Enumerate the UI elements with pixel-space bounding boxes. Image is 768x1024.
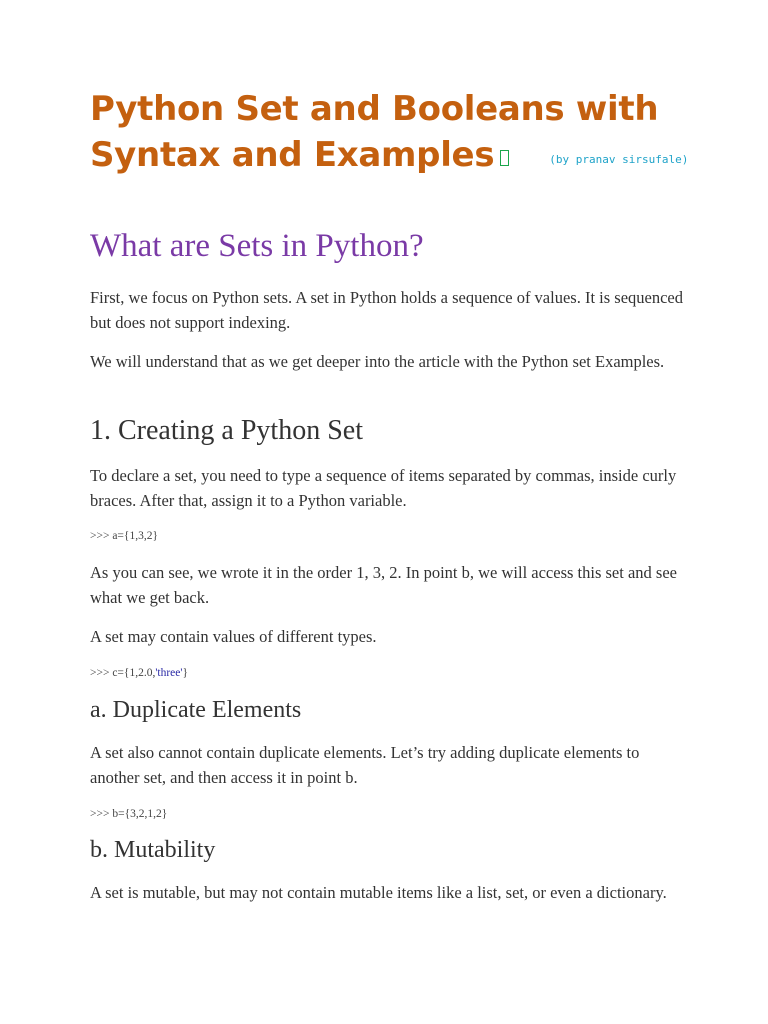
para-creating-2-wrap — [90, 560, 690, 610]
code-c-suffix: } — [182, 667, 188, 679]
section-heading-duplicate: a. Duplicate Elements — [90, 697, 302, 723]
title-line-2 — [90, 132, 690, 183]
section-duplicate-elements — [90, 695, 690, 725]
para-duplicate-1: A set also cannot contain duplicate elements. Let’s try adding duplicate elements to another set, and then access it in point b. — [90, 743, 640, 787]
code-snippet-a: >>> a={1,3,2} — [90, 530, 158, 542]
para-intro-1-wrap — [90, 285, 690, 335]
section-mutability — [90, 835, 690, 865]
code-b-wrap — [90, 808, 690, 820]
title-line-2-text: Syntax and Examples — [90, 135, 495, 175]
code-c-prefix: >>> c={1,2.0, — [90, 667, 156, 679]
section-creating-set — [90, 414, 690, 448]
code-snippet-c — [90, 667, 690, 679]
section-heading-creating-set: 1. Creating a Python Set — [90, 415, 363, 446]
code-a-wrap — [90, 530, 690, 542]
section-heading-mutability: b. Mutability — [90, 837, 216, 863]
para-mutability-1: A set is mutable, but may not contain mutable items like a list, set, or even a dictionary. — [90, 883, 667, 902]
para-mutability-wrap — [90, 880, 690, 905]
para-intro-1: First, we focus on Python sets. A set in Python holds a sequence of values. It is sequenced but does not support indexing. — [90, 288, 684, 332]
para-intro-2-wrap — [90, 349, 690, 374]
para-creating-1-wrap — [90, 463, 690, 513]
document-title — [90, 86, 690, 183]
para-creating-3-wrap — [90, 624, 690, 649]
para-creating-3: A set may contain values of different types. — [90, 627, 377, 646]
para-creating-2: As you can see, we wrote it in the order 1, 3, 2. In point b, we will access this set and see what we get back. — [90, 563, 677, 607]
para-duplicate-wrap — [90, 740, 690, 790]
code-snippet-b: >>> b={3,2,1,2} — [90, 808, 168, 820]
section-what-are-sets — [90, 226, 690, 266]
para-creating-1: To declare a set, you need to type a sequence of items separated by commas, inside curly braces. After that, assign it to a Python variable. — [90, 466, 677, 510]
placeholder-box-icon — [500, 150, 509, 166]
section-heading-what-are-sets: What are Sets in Python? — [90, 228, 424, 264]
author-byline: (by pranav sirsufale) — [549, 153, 689, 166]
title-line-1: Python Set and Booleans with — [90, 89, 659, 129]
code-c-string: 'three' — [155, 667, 183, 679]
code-c-wrap — [90, 667, 690, 679]
para-intro-2: We will understand that as we get deeper into the article with the Python set Examples. — [90, 352, 665, 371]
